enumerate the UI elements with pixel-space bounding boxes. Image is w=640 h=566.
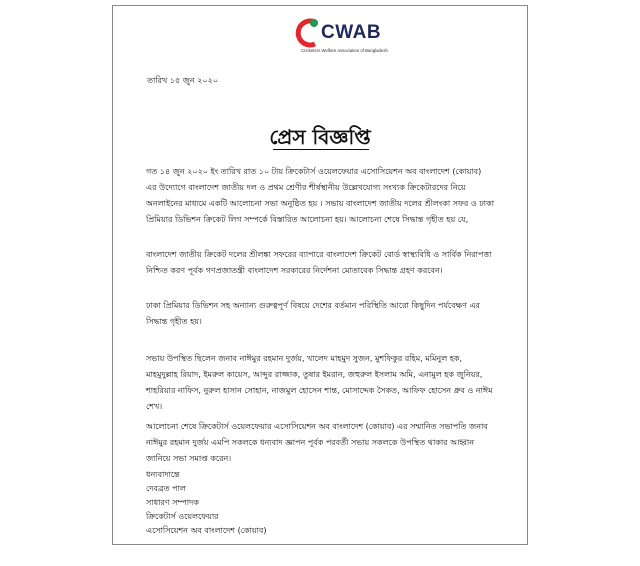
page-title: প্রেস বিজ্ঞপ্তি xyxy=(269,125,371,149)
paragraph-intro xyxy=(146,164,507,228)
paragraph-line: আলোচনা শেষে ক্রিকেটার্স ওয়েলফেয়ার এসোসিয়েশন অব বাংলাদেশ (কোয়াব) এর সম্মানিত সভাপতি জনাব xyxy=(146,422,488,431)
cwab-logo-icon xyxy=(291,16,321,50)
logo-wordmark: CWAB xyxy=(321,22,382,43)
paragraph-line: জানিয়ে সভা সমাপ্ত করেন। xyxy=(146,454,232,463)
title-underline xyxy=(273,149,369,150)
paragraph-line: সিদ্ধান্ত গৃহীত হয়। xyxy=(146,317,202,326)
paragraph-line: নাঈমুর রহমান দুর্জয় এমপি সকলকে ধন্যবাদ জ্ঞাপন পূর্বক পরবর্তী সভায় সকলকে উপস্থিত থাকার আহ্বান xyxy=(146,438,475,447)
signature-line: দেবব্রত পাল xyxy=(146,484,186,493)
logo-tagline: Cricketers Welfare Association of Bangladesh xyxy=(301,48,388,53)
paragraph-line: সভায় উপস্থিত ছিলেন জনাব নাঈমুর রহমান দুর্জয়, খালেদ মাহমুদ সুজন, মুশফিকুর রহিম, মমিনুল হক, xyxy=(146,354,463,363)
paragraph-line: ঢাকা প্রিমিয়ার ডিভিশন সহ অন্যান্য গুরুত্বপূর্ণ বিষয়ে দেশের বর্তমান পরিস্থিতি আরো কিছুদিন পর্যবেক্ষণ এর xyxy=(146,301,480,310)
paragraph-line: প্রিমিয়ার ডিভিশন ক্রিকেট লিগ সম্পর্কে বিস্তারিত আলোচনা হয়। আলোচনা শেষে সিদ্ধান্ত গৃহীত হয় যে, xyxy=(146,215,469,224)
signature-line: সাধারণ সম্পাদক xyxy=(146,498,199,507)
cwab-logo xyxy=(291,16,417,64)
date-line: তারিখ ১৫ জুন ২০২০ xyxy=(147,76,219,85)
signature-line: ক্রিকেটার্স ওয়েলফেয়ার xyxy=(146,512,219,521)
paragraph-line: শেখ। xyxy=(146,402,163,411)
paragraph-line: নিশ্চিত করণ পূর্বক গণপ্রজাতন্ত্রী বাংলাদেশ সরকারের নির্দেশনা মোতাবেক সিদ্ধান্ত গ্রহণ করবেন। xyxy=(146,266,443,275)
signature-line: এসোসিয়েশন অব বাংলাদেশ (কোয়াব) xyxy=(146,526,267,535)
paragraph-line: অনলাইনের মাধ্যমে একটি আলোচনা সভা অনুষ্ঠিত হয় । সভায় বাংলাদেশ জাতীয় দলের শ্রীলংকা সফর ও ঢাকা xyxy=(146,199,495,208)
paragraph-sri-lanka-tour xyxy=(146,247,507,279)
paragraph-line: শাহরিয়ার নাফিস, নুরুল হাসান সোহান, নাজমুল হোসেন শান্ত, মোসাদ্দেক সৈকত, আফিফ হোসেন ধ্রুব ও নাঈম xyxy=(146,386,493,395)
paragraph-line: এর উদ্যোগে বাংলাদেশ জাতীয় দল ও প্রথম শ্রেণীর শীর্ষস্থানীয় উল্লেখযোগ্য সংখ্যক ক্রিকেটারদের নিয়ে xyxy=(146,183,466,192)
paragraph-attendees xyxy=(146,351,507,415)
paragraph-closing xyxy=(146,419,507,467)
signature-line: ধন্যবাদান্তে xyxy=(146,470,180,479)
signature-block xyxy=(146,468,266,538)
paragraph-line: মাহমুদুল্লাহ রিয়াদ, ইমরুল কায়েস, আব্দুর রাজ্জাক, তুষার ইমরান, জহুরুল ইসলাম অমি, এনামুল হক জুনিয়র, xyxy=(146,370,483,379)
paragraph-line: বাংলাদেশ জাতীয় ক্রিকেট দলের শ্রীলঙ্কা সফরের ব্যাপারে বাংলাদেশ ক্রিকেট বোর্ড স্বাস্থ্যবিধি ও সার্বিক নিরাপত্তা xyxy=(146,250,492,259)
paragraph-dhaka-premier xyxy=(146,298,507,330)
press-release-page xyxy=(112,5,528,545)
paragraph-line: গত ১৪ জুন ২০২০ ইং তারিখ রাত ১০ টায় ক্রিকেটার্স ওয়েলফেয়ার এসোসিয়েশন অব বাংলাদেশ (কোয়াব) xyxy=(146,167,482,176)
